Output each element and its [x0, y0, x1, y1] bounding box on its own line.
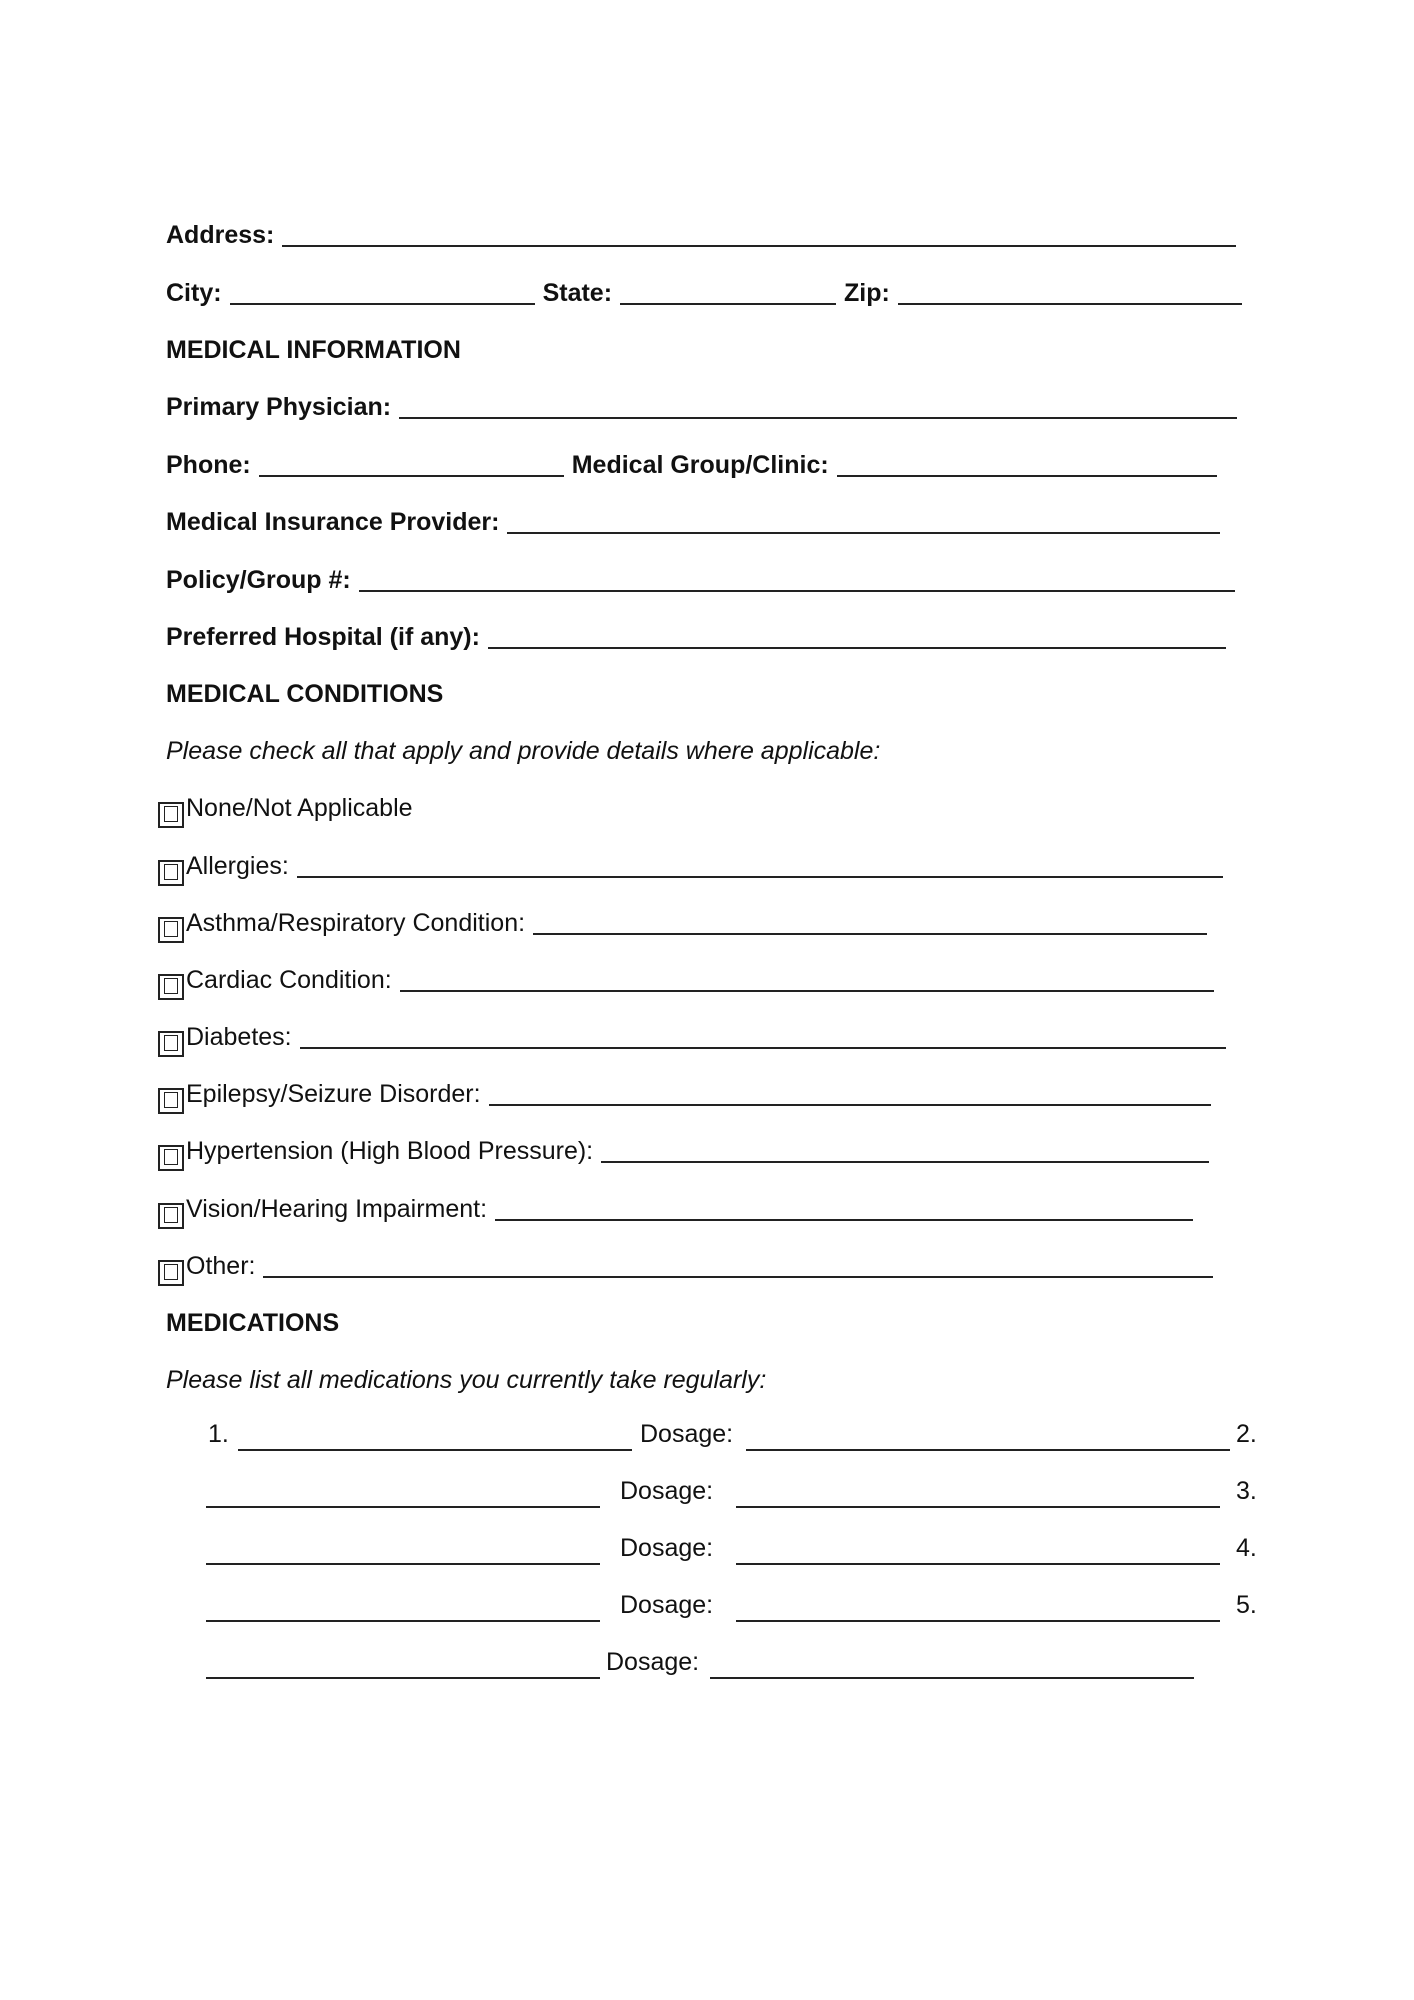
- medical-group-field[interactable]: [837, 449, 1217, 477]
- dosage-field-1[interactable]: [746, 1447, 1230, 1451]
- condition-row-hypertension: [158, 1126, 1209, 1166]
- dosage-field-3[interactable]: [736, 1561, 1220, 1565]
- dosage-label-2: Dosage:: [620, 1477, 714, 1505]
- medications-instructions-row: [166, 1355, 766, 1395]
- medication-name-field-1[interactable]: [238, 1447, 632, 1451]
- condition-label-allergies: Allergies:: [186, 852, 289, 880]
- phone-field[interactable]: [259, 449, 564, 477]
- dosage-label-1: Dosage:: [640, 1420, 734, 1448]
- condition-label-other: Other:: [186, 1252, 256, 1280]
- primary-physician-row: [166, 382, 1237, 422]
- condition-row-epilepsy: [158, 1069, 1211, 1109]
- city-label: City:: [166, 279, 222, 307]
- medical-conditions-heading-row: [166, 669, 443, 709]
- policy-group-row: [166, 555, 1235, 595]
- checkbox-none[interactable]: [158, 802, 184, 828]
- dosage-label-5: Dosage:: [606, 1648, 700, 1676]
- medical-group-label: Medical Group/Clinic:: [571, 451, 829, 479]
- dosage-field-4[interactable]: [736, 1618, 1220, 1622]
- city-field[interactable]: [230, 277, 535, 305]
- dosage-label-4: Dosage:: [620, 1591, 714, 1619]
- vision-field[interactable]: [495, 1193, 1193, 1221]
- other-field[interactable]: [263, 1250, 1213, 1278]
- dosage-field-5[interactable]: [710, 1675, 1194, 1679]
- asthma-field[interactable]: [533, 907, 1207, 935]
- condition-label-epilepsy: Epilepsy/Seizure Disorder:: [186, 1080, 481, 1108]
- medication-name-field-2[interactable]: [206, 1504, 600, 1508]
- condition-label-vision: Vision/Hearing Impairment:: [186, 1195, 488, 1223]
- conditions-instructions-row: [166, 726, 880, 766]
- policy-group-label: Policy/Group #:: [166, 566, 351, 594]
- state-label: State:: [542, 279, 613, 307]
- medication-name-field-5[interactable]: [206, 1675, 600, 1679]
- insurance-provider-row: [166, 497, 1220, 537]
- checkbox-asthma[interactable]: [158, 917, 184, 943]
- medication-number-4: 4.: [1236, 1534, 1257, 1562]
- conditions-instructions: Please check all that apply and provide details where applicable:: [166, 737, 881, 765]
- phone-clinic-row: [166, 440, 1217, 480]
- medication-number-1: 1.: [208, 1420, 229, 1448]
- zip-label: Zip:: [844, 279, 890, 307]
- medication-line-2: [0, 1470, 1414, 1510]
- medication-number-5: 5.: [1236, 1591, 1257, 1619]
- condition-row-cardiac: [158, 955, 1214, 995]
- phone-label: Phone:: [166, 451, 251, 479]
- medications-heading: MEDICATIONS: [166, 1309, 340, 1337]
- checkbox-diabetes[interactable]: [158, 1031, 184, 1057]
- address-field[interactable]: [282, 219, 1236, 247]
- zip-field[interactable]: [898, 277, 1242, 305]
- dosage-field-2[interactable]: [736, 1504, 1220, 1508]
- diabetes-field[interactable]: [300, 1021, 1226, 1049]
- checkbox-other[interactable]: [158, 1260, 184, 1286]
- checkbox-hypertension[interactable]: [158, 1145, 184, 1171]
- condition-row-asthma: [158, 898, 1207, 938]
- epilepsy-field[interactable]: [489, 1078, 1211, 1106]
- policy-group-field[interactable]: [359, 564, 1235, 592]
- medication-name-field-4[interactable]: [206, 1618, 600, 1622]
- condition-label-diabetes: Diabetes:: [186, 1023, 292, 1051]
- medical-conditions-heading: MEDICAL CONDITIONS: [166, 680, 444, 708]
- address-row: [166, 210, 1236, 250]
- insurance-provider-field[interactable]: [507, 506, 1220, 534]
- preferred-hospital-label: Preferred Hospital (if any):: [166, 623, 480, 651]
- cardiac-field[interactable]: [400, 964, 1214, 992]
- hypertension-field[interactable]: [601, 1135, 1209, 1163]
- checkbox-epilepsy[interactable]: [158, 1088, 184, 1114]
- state-field[interactable]: [620, 277, 836, 305]
- medication-line-3: [0, 1527, 1414, 1567]
- address-label: Address:: [166, 221, 275, 249]
- checkbox-cardiac[interactable]: [158, 974, 184, 1000]
- condition-label-none: None/Not Applicable: [186, 794, 413, 822]
- medication-line-5: [0, 1641, 1414, 1681]
- condition-label-cardiac: Cardiac Condition:: [186, 966, 392, 994]
- insurance-provider-label: Medical Insurance Provider:: [166, 508, 500, 536]
- allergies-field[interactable]: [297, 850, 1223, 878]
- checkbox-allergies[interactable]: [158, 860, 184, 886]
- condition-row-allergies: [158, 841, 1223, 881]
- condition-row-none: [158, 783, 413, 823]
- condition-row-other: [158, 1241, 1213, 1281]
- medications-instructions: Please list all medications you currently take regularly:: [166, 1366, 767, 1394]
- medication-number-2: 2.: [1236, 1420, 1257, 1448]
- preferred-hospital-row: [166, 612, 1226, 652]
- checkbox-vision[interactable]: [158, 1203, 184, 1229]
- medical-information-heading-row: [166, 325, 461, 365]
- medication-number-3: 3.: [1236, 1477, 1257, 1505]
- medications-heading-row: [166, 1298, 339, 1338]
- medication-line-4: [0, 1584, 1414, 1624]
- medical-information-heading: MEDICAL INFORMATION: [166, 336, 461, 364]
- primary-physician-label: Primary Physician:: [166, 393, 392, 421]
- medication-line-1: [0, 1413, 1414, 1453]
- medication-name-field-3[interactable]: [206, 1561, 600, 1565]
- city-state-zip-row: [166, 268, 1242, 308]
- condition-label-hypertension: Hypertension (High Blood Pressure):: [186, 1137, 594, 1165]
- condition-label-asthma: Asthma/Respiratory Condition:: [186, 909, 526, 937]
- preferred-hospital-field[interactable]: [488, 621, 1226, 649]
- condition-row-vision: [158, 1184, 1193, 1224]
- dosage-label-3: Dosage:: [620, 1534, 714, 1562]
- primary-physician-field[interactable]: [399, 391, 1237, 419]
- condition-row-diabetes: [158, 1012, 1226, 1052]
